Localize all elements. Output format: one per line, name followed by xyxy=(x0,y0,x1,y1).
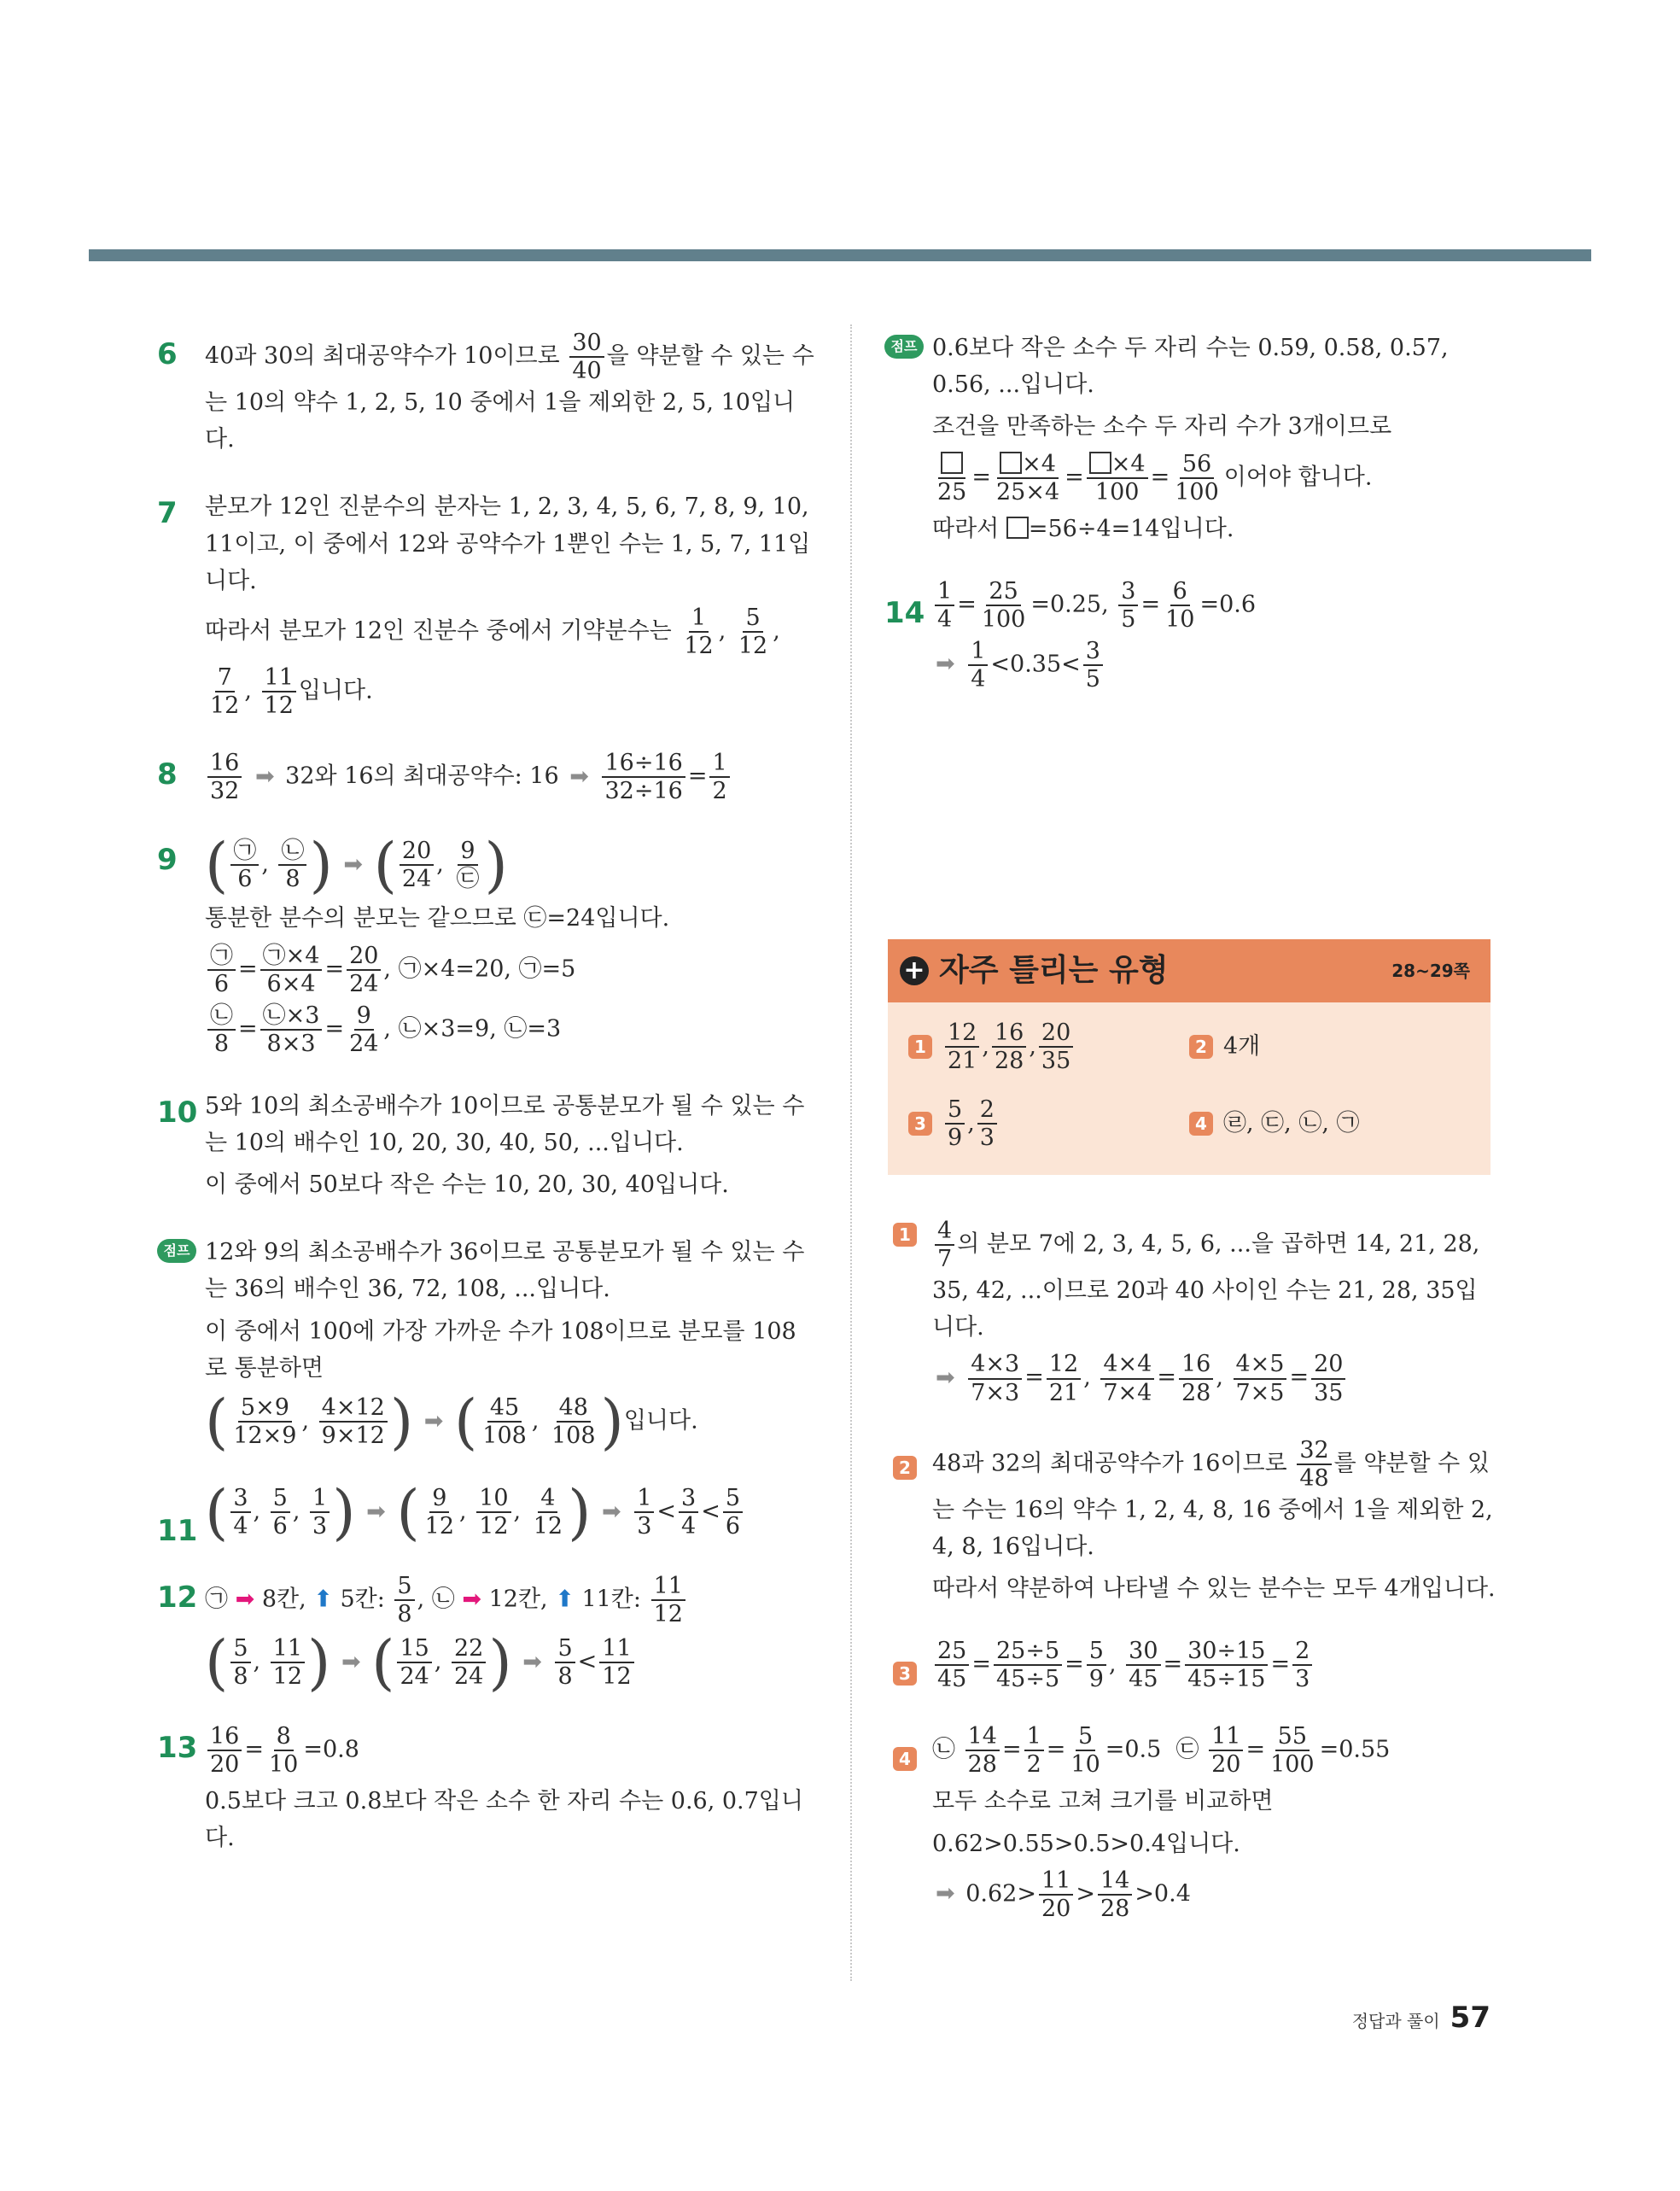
problem-12: 12 ㉠ ➡ 8칸, ⬆ 5칸: $\frac{5}{8}$ , ㉡ ➡ 12칸, ⬆ 11칸: $\frac{11}{12}$ ( $\frac{5}{8}$ , $\frac{11}{12}$ ) ➡ ( $\frac{15}{24}$ , $\frac{22}{24}$ ) ➡ $\frac{5}{8}$ < $\frac{11}{12}$ xyxy=(205,1573,818,1692)
fraction: $\frac{㉡\times 3}{8\times 3}$ xyxy=(260,1002,323,1057)
common-mistakes-panel xyxy=(888,939,1490,1175)
fraction: $\frac{30}{40}$ xyxy=(569,330,604,384)
fraction: $\frac{5}{6}$ xyxy=(271,1485,290,1540)
fraction: $\frac{㉠\times 4}{6\times 4}$ xyxy=(260,943,323,997)
plus-icon: + xyxy=(900,956,929,985)
top-banner-bar xyxy=(89,249,1591,261)
page-number: 57 xyxy=(1450,2001,1490,2035)
fraction: $\frac{5}{8}$ xyxy=(555,1635,575,1690)
fraction: $\frac{1}{12}$ xyxy=(684,605,714,660)
fraction: $\frac{6}{10}$ xyxy=(1165,577,1195,633)
fraction: $\frac{2}{3}$ xyxy=(977,1096,997,1151)
arrow-icon: ➡ xyxy=(366,1498,386,1525)
fraction: $\frac{11}{12}$ xyxy=(271,1635,305,1690)
fraction: $\frac{9}{㉢}$ xyxy=(456,838,480,893)
fraction: 25 xyxy=(935,451,969,505)
fraction: $\frac{14}{28}$ xyxy=(965,1723,1000,1778)
explanation-4: 4 ㉡ $\frac{14}{28}$ = $\frac{1}{2}$ = $\frac{5}{10}$ =0.5 ㉢ $\frac{11}{20}$ = $\frac{55}{100}$ =0.55 모두 소수로 고쳐 크기를 비교하면 0.62>0.55>0.5>0.4입니다. ➡ 0.62> $\frac{11}{20}$ > $\frac{14}{28}$ >0.4 xyxy=(932,1723,1496,1922)
fraction: $\frac{9}{12}$ xyxy=(424,1484,455,1540)
fraction: $\frac{5\times 9}{12\times 9}$ xyxy=(233,1393,297,1449)
problem-7: 7 분모가 12인 진분수의 분자는 1, 2, 3, 4, 5, 6, 7, 8, 9, 10, 11이고, 이 중에서 12와 공약수가 1뿐인 수는 1, 5, 7, 11입니다. 따라서 분모가 12인 진분수 중에서 기약분수는 $\frac{1}{12}$ , $\frac{5}{12}$ , $\frac{7}{12}$ , $\frac{11}{12}$ 입니다. xyxy=(205,488,818,719)
fraction: $\frac{25}{45}$ xyxy=(935,1638,969,1692)
fraction: $\frac{30}{45}$ xyxy=(1126,1638,1160,1692)
fraction: $\frac{11}{12}$ xyxy=(651,1573,685,1627)
fraction: $\frac{48}{108}$ xyxy=(551,1393,596,1449)
problem-14: 14 $\frac{1}{4}$ = $\frac{25}{100}$ =0.25, $\frac{3}{5}$ = $\frac{6}{10}$ =0.6 ➡ $\frac{1}{4}$ <0.35< $\frac{3}{5}$ xyxy=(884,577,1257,692)
arrow-icon: ➡ xyxy=(936,651,955,678)
fraction: $\frac{\times 4}{100}$ xyxy=(1087,451,1148,505)
fraction: $\frac{11}{12}$ xyxy=(262,664,296,719)
answer-3: 3 $\frac{5}{9}$ , $\frac{2}{3}$ xyxy=(908,1090,1189,1158)
fraction: $\frac{11}{12}$ xyxy=(599,1635,633,1690)
fraction: $\frac{14}{28}$ xyxy=(1098,1867,1132,1922)
fraction: $\frac{㉡}{8}$ xyxy=(207,1002,236,1057)
problem-8: 8 $\frac{16}{32}$ ➡ 32와 16의 최대공약수: 16 ➡ $\frac{16\div 16}{32\div 16}$ = $\frac{1}{2}$ xyxy=(205,750,818,804)
arrow-icon: ➡ xyxy=(341,1648,361,1675)
problem-number: 13 xyxy=(157,1731,198,1766)
fraction: $\frac{11}{20}$ xyxy=(1039,1867,1073,1922)
arrow-icon: ➡ xyxy=(343,850,364,878)
arrow-icon: ➡ xyxy=(522,1648,542,1675)
problem-number: 8 xyxy=(157,757,178,792)
problem-number: 7 xyxy=(157,496,178,531)
fraction: $\frac{4}{12}$ xyxy=(533,1484,563,1540)
blank-box xyxy=(1000,452,1022,474)
answer-1: 1 $\frac{12}{21}$ , $\frac{16}{28}$ , $\frac{20}{35}$ xyxy=(908,1013,1189,1081)
arrow-icon: ➡ xyxy=(423,1407,444,1434)
fraction: $\frac{10}{12}$ xyxy=(476,1485,510,1540)
problem-number: 14 xyxy=(884,595,925,630)
fraction: $\frac{32}{48}$ xyxy=(1297,1437,1331,1492)
arrow-icon: ➡ xyxy=(569,762,589,790)
fraction: $\frac{4\times 12}{9\times 12}$ xyxy=(319,1394,388,1449)
fraction: $\frac{4\times 5}{7\times 5}$ xyxy=(1234,1351,1287,1405)
fraction: $\frac{3}{5}$ xyxy=(1118,578,1138,633)
fraction: $\frac{3}{4}$ xyxy=(679,1485,698,1540)
problem-number: 9 xyxy=(157,843,178,878)
fraction: $\frac{30\div 15}{45\div 15}$ xyxy=(1185,1638,1268,1692)
panel-header xyxy=(888,939,1490,1002)
blank-box xyxy=(1006,517,1029,539)
fraction: $\frac{㉡}{8}$ xyxy=(278,838,306,892)
arrow-icon: ➡ xyxy=(936,1364,955,1392)
problem-13: 13 $\frac{16}{20}$ = $\frac{8}{10}$ =0.8 0.5보다 크고 0.8보다 작은 소수 한 자리 수는 0.6, 0.7입니다. xyxy=(157,1723,803,1852)
problem-6: 6 40과 30의 최대공약수가 10이므로 $\frac{30}{40}$ 을 약분할 수 있는 수는 10의 약수 1, 2, 5, 10 중에서 1을 제외한 2, 5, 10입니다. xyxy=(157,330,814,453)
fraction: $\frac{㉠}{6}$ xyxy=(230,838,259,892)
fraction: $\frac{16\div 16}{32\div 16}$ xyxy=(602,750,685,804)
fraction: $\frac{55}{100}$ xyxy=(1270,1723,1315,1779)
fraction: $\frac{22}{24}$ xyxy=(452,1635,486,1690)
right-arrow-icon: ➡ xyxy=(462,1586,481,1613)
jump-problem-13: 점프 0.6보다 작은 소수 두 자리 수는 0.59, 0.58, 0.57, 0.56, ...입니다. 조건을 만족하는 소수 두 자리 수가 3개이므로 25 = $\frac{\times 4}{25\times 4}$ = $\frac{\times 4}{100}$ = $\frac{56}{100}$ 이어야 합니다. 따라서 =56÷4=14입니다. xyxy=(932,330,1496,547)
fraction: $\frac{16}{20}$ xyxy=(207,1723,242,1778)
column-divider xyxy=(850,324,852,1981)
panel-pages: 28~29쪽 xyxy=(1391,961,1470,981)
right-column-explanations xyxy=(899,1212,1496,1953)
problem-9: 9 ( $\frac{㉠}{6}$ , $\frac{㉡}{8}$ ) ➡ ( $\frac{20}{24}$ , $\frac{9}{㉢}$ ) 통분한 분수의 분모는 같으므로 ㉢=24입니다. $\frac{㉠}{6}$ = $\frac{㉠\times 4}{6\times 4}$ = $\frac{20}{24}$ , ㉠×4=20, ㉠=5 $\frac{㉡}{8}$ = $\frac{㉡\times 3}{8\times 3}$ = $\frac{9}{24}$ , ㉡×3=9, ㉡=3 xyxy=(157,830,670,1057)
fraction: $\frac{4}{7}$ xyxy=(935,1218,954,1272)
problem-number: 12 xyxy=(157,1580,198,1615)
blank-box xyxy=(1089,452,1111,474)
fraction: $\frac{20}{24}$ xyxy=(400,838,434,892)
answer-grid xyxy=(888,1002,1490,1158)
answer-4: 4 ㉣, ㉢, ㉡, ㉠ xyxy=(1189,1090,1470,1158)
fraction: $\frac{㉠}{6}$ xyxy=(207,943,236,997)
fraction: $\frac{20}{24}$ xyxy=(347,943,381,997)
explanation-2: 2 48과 32의 최대공약수가 16이므로 $\frac{32}{48}$ 를 약분할 수 있는 수는 16의 약수 1, 2, 4, 8, 16 중에서 1을 제외한 2, 4, 8, 16입니다. 따라서 약분하여 나타낼 수 있는 분수는 모두 4개입니다. xyxy=(932,1437,1496,1608)
problem-number: 6 xyxy=(157,337,178,371)
arrow-icon: ➡ xyxy=(254,762,275,790)
arrow-icon: ➡ xyxy=(601,1498,621,1525)
fraction: $\frac{2}{3}$ xyxy=(1292,1638,1312,1692)
footer-label: 정답과 풀이 xyxy=(1351,2011,1440,2031)
fraction: $\frac{56}{100}$ xyxy=(1175,450,1219,505)
fraction: $\frac{1}{3}$ xyxy=(634,1485,654,1540)
page-footer xyxy=(1352,1995,1490,2041)
fraction: $\frac{5}{10}$ xyxy=(1070,1723,1100,1779)
fraction: $\frac{15}{24}$ xyxy=(397,1635,431,1690)
left-column xyxy=(157,324,818,1888)
fraction: $\frac{4\times 4}{7\times 4}$ xyxy=(1100,1351,1154,1405)
explanation-1: 1 $\frac{4}{7}$ 의 분모 7에 2, 3, 4, 5, 6, ...을 곱하면 14, 21, 28, 35, 42, ...이므로 20과 40 사이인 수는 21, 28, 35입니다. ➡ $\frac{4\times 3}{7\times 3}$ = $\frac{12}{21}$ , $\frac{4\times 4}{7\times 4}$ = $\frac{16}{28}$ , $\frac{4\times 5}{7\times 5}$ = $\frac{20}{35}$ xyxy=(932,1218,1496,1406)
fraction: $\frac{25\div 5}{45\div 5}$ xyxy=(994,1638,1062,1692)
arrow-icon: ➡ xyxy=(936,1880,955,1908)
fraction: $\frac{1}{2}$ xyxy=(709,750,729,804)
fraction: $\frac{5}{8}$ xyxy=(394,1573,414,1627)
fraction: $\frac{45}{108}$ xyxy=(482,1393,527,1449)
problem-11: 11 ( $\frac{3}{4}$ , $\frac{5}{6}$ , $\frac{1}{3}$ ) ➡ ( $\frac{9}{12}$ , $\frac{10}{12}$ , $\frac{4}{12}$ ) ➡ $\frac{1}{3}$ < $\frac{3}{4}$ < $\frac{5}{6}$ xyxy=(205,1482,818,1542)
fraction: $\frac{16}{28}$ xyxy=(992,1020,1026,1074)
fraction: $\frac{5}{12}$ xyxy=(738,605,768,660)
fraction: $\frac{11}{20}$ xyxy=(1209,1723,1243,1778)
fraction: $\frac{1}{4}$ xyxy=(968,638,988,692)
fraction: $\frac{9}{24}$ xyxy=(349,1002,379,1057)
answer-2: 2 4개 xyxy=(1189,1013,1470,1081)
problem-10: 10 5와 10의 최소공배수가 10이므로 공통분모가 될 수 있는 수는 10의 배수인 10, 20, 30, 40, 50, ...입니다. 이 중에서 50보다 작은 수는 10, 20, 30, 40입니다. xyxy=(205,1088,818,1204)
up-arrow-icon: ⬆ xyxy=(555,1586,575,1613)
fraction: $\frac{7}{12}$ xyxy=(210,664,240,720)
fraction: $\frac{1}{4}$ xyxy=(935,578,954,633)
fraction: $\frac{5}{9}$ xyxy=(945,1096,965,1151)
fraction: $\frac{8}{10}$ xyxy=(268,1723,299,1779)
fraction: $\frac{5}{8}$ xyxy=(230,1635,250,1690)
problem-number: 10 xyxy=(157,1095,198,1130)
fraction: $\frac{1}{3}$ xyxy=(310,1485,330,1540)
up-arrow-icon: ⬆ xyxy=(313,1586,333,1613)
jump-badge: 점프 xyxy=(884,335,924,359)
problem-number: 11 xyxy=(157,1514,198,1548)
jump-problem-10: 점프 12와 9의 최소공배수가 36이므로 공통분모가 될 수 있는 수는 36의 배수인 36, 72, 108, ...입니다. 이 중에서 100에 가장 가까운 수가 108이므로 분모를 108로 통분하면 ( $\frac{5\times 9}{12\times 9}$ , $\frac{4\times 12}{9\times 12}$ ) ➡ ( $\frac{45}{108}$ , $\frac{48}{108}$ )입니다. xyxy=(205,1234,818,1452)
right-arrow-icon: ➡ xyxy=(235,1586,255,1613)
fraction: $\frac{16}{32}$ xyxy=(207,750,242,804)
fraction: $\frac{16}{28}$ xyxy=(1179,1351,1213,1405)
right-column xyxy=(884,324,1496,723)
fraction: $\frac{20}{35}$ xyxy=(1039,1020,1073,1074)
fraction: $\frac{5}{6}$ xyxy=(723,1485,743,1540)
fraction: $\frac{12}{21}$ xyxy=(1047,1351,1081,1405)
fraction: $\frac{25}{100}$ xyxy=(981,577,1026,633)
panel-title: 자주 틀리는 유형 xyxy=(939,953,1169,989)
fraction: $\frac{3}{5}$ xyxy=(1083,638,1103,692)
fraction: $\frac{5}{9}$ xyxy=(1087,1638,1106,1692)
jump-badge: 점프 xyxy=(157,1239,196,1263)
fraction: $\frac{1}{2}$ xyxy=(1024,1723,1044,1778)
blank-box xyxy=(941,452,963,474)
fraction: $\frac{20}{35}$ xyxy=(1311,1351,1345,1405)
fraction: $\frac{12}{21}$ xyxy=(945,1020,979,1074)
fraction: $\frac{3}{4}$ xyxy=(230,1485,250,1540)
explanation-3: 3 $\frac{25}{45}$ = $\frac{25\div 5}{45\div 5}$ = $\frac{5}{9}$ , $\frac{30}{45}$ = $\frac{30\div 15}{45\div 15}$ = $\frac{2}{3}$ xyxy=(932,1638,1496,1692)
fraction: $\frac{\times 4}{25\times 4}$ xyxy=(995,450,1060,505)
fraction: $\frac{4\times 3}{7\times 3}$ xyxy=(968,1351,1022,1405)
